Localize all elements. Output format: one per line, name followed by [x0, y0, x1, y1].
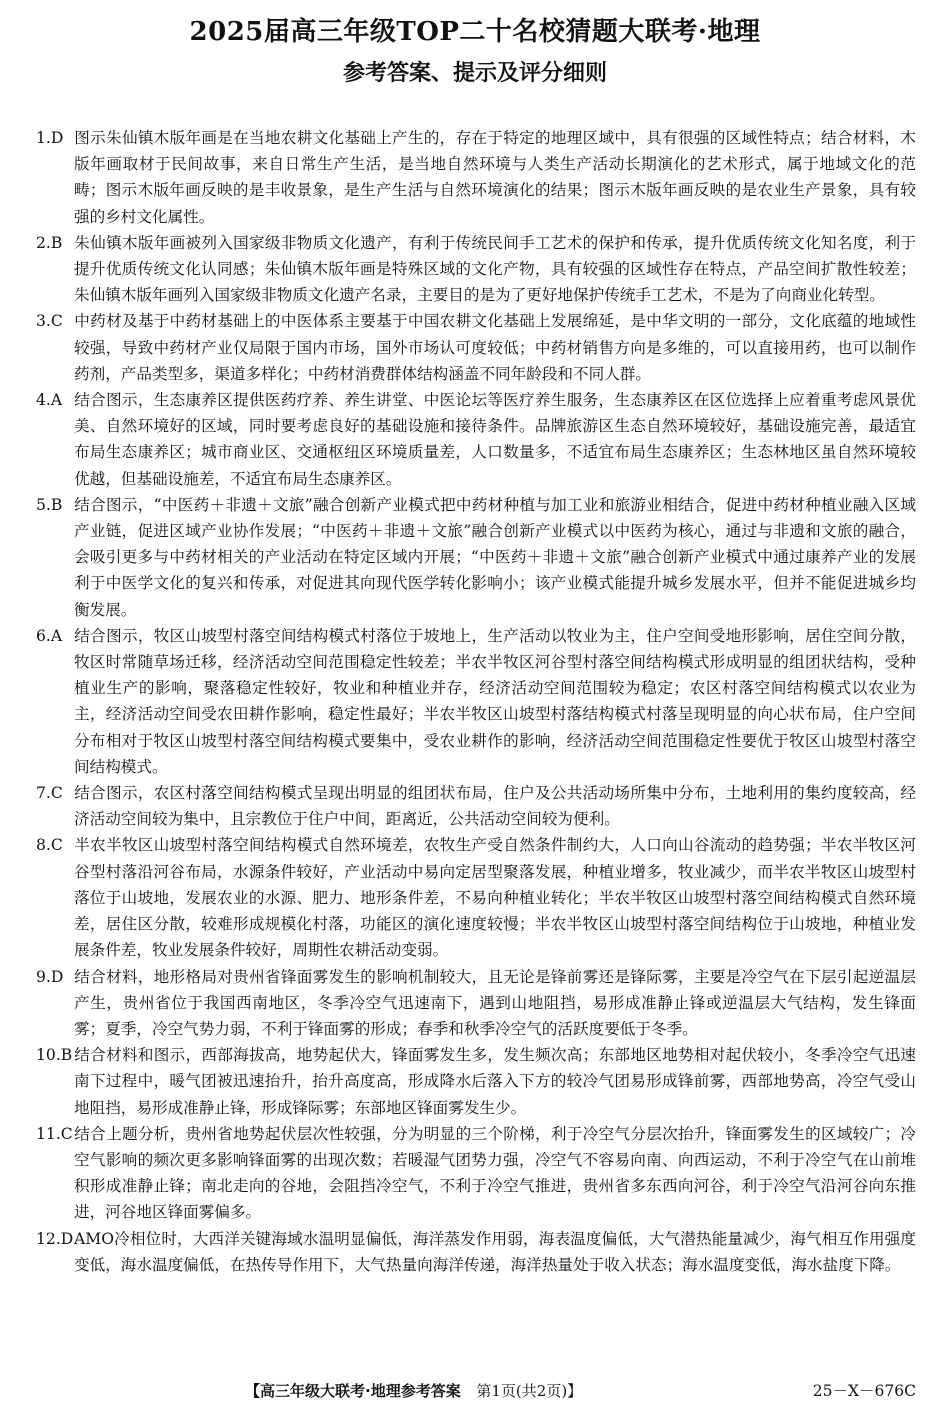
answer-explanation: 结合上题分析，贵州省地势起伏层次性较强，分为明显的三个阶梯，利于冷空气分层次抬升，锋面雾发生的区域较广；冷空气影响的频次更多影响锋面雾的出现次数；若暖湿气团势力强，冷空气不容易向南、向西运动，不利于冷空气在山前堆积形成准静止锋；南北走向的谷地，会阻挡冷空气，不利于冷空气推进，贵州省多东西向河谷，利于冷空气沿河谷向东推进，河谷地区锋面雾偏多。 [74, 1124, 916, 1222]
footer-label [245, 1378, 582, 1404]
answer-number: 3.C [36, 312, 63, 331]
answer-explanation: AMO冷相位时，大西洋关键海域水温明显偏低，海洋蒸发作用弱，海表温度偏低，大气潜热能量减少，海气相互作用强度变低，海水温度偏低，在热传导作用下，大气热量向海洋传递，海洋热量处于收入状态；海水温度变低，海水盐度下降。 [74, 1229, 916, 1274]
answer-item-2 [36, 230, 916, 309]
answer-number: 10.B [36, 1046, 73, 1065]
answer-number: 1.D [36, 129, 64, 147]
answer-item-11 [36, 1121, 916, 1226]
page-footer [0, 1378, 950, 1404]
page-subtitle: 参考答案、提示及评分细则 [342, 61, 607, 86]
answer-explanation: 中药材及基于中药材基础上的中医体系主要基于中国农耕文化基础上发展绵延，是中华文明的一部分，文化底蕴的地域性较强，导致中药材产业仅局限于国内市场，国外市场认可度较低；中药材销售方向是多维的，可以直接用药，也可以制作药剂，产品类型多，渠道多样化；中药材消费群体结构涵盖不同年龄段和不同人群。 [74, 312, 916, 383]
answer-explanation: 结合图示，牧区山坡型村落空间结构模式村落位于坡地上，生产活动以牧业为主，住户空间受地形影响，居住空间分散，牧区时常随草场迁移，经济活动空间范围稳定性较差；半农半牧区河谷型村落空间结构模式形成明显的组团状结构，受种植业生产的影响，聚落稳定性较好，牧业和种植业并存，经济活动空间范围较为稳定；农区村落空间结构模式以农业为主，经济活动空间受农田耕作影响，稳定性最好；半农半牧区山坡型村落结构模式村落呈现明显的向心状布局，住户空间分布相对于牧区山坡型村落空间结构模式要集中，受农业耕作的影响，经济活动空间范围稳定性要优于牧区山坡型村落空间结构模式。 [74, 626, 916, 776]
page-title: 2025届高三年级TOP二十名校猜题大联考·地理 [189, 17, 761, 47]
answer-explanation: 朱仙镇木版年画被列入国家级非物质文化遗产，有利于传统民间手工艺术的保护和传承，提升优质传统文化知名度，利于提升优质传统文化认同感；朱仙镇木版年画是特殊区域的文化产物，具有较强的区域性存在特点，产品空间扩散性较差；朱仙镇木版年画列入国家级非物质文化遗产名录，主要目的是为了更好地保护传统手工艺术，不是为了向商业化转型。 [74, 233, 916, 305]
answer-item-9 [36, 964, 916, 1043]
answer-list [36, 125, 916, 1278]
answer-explanation: 图示朱仙镇木版年画是在当地农耕文化基础上产生的，存在于特定的地理区域中，具有很强的区域性特点；结合材料，木版年画取材于民间故事，来自日常生产生活，是当地自然环境与人类生产活动长期演化的艺术形式，属于地域文化的范畴；图示木版年画反映的是丰收景象，是生产生活与自然环境演化的结果；图示木版年画反映的是农业生产景象，具有较强的乡村文化属性。 [74, 129, 916, 226]
answer-number: 4.A [36, 391, 63, 410]
answer-item-4 [36, 387, 916, 492]
answer-item-1 [36, 125, 916, 230]
answer-item-10 [36, 1042, 916, 1121]
answer-item-8 [36, 832, 916, 963]
answer-item-7 [36, 780, 916, 832]
answer-number: 7.C [36, 784, 63, 803]
answer-item-12 [36, 1226, 916, 1278]
answer-explanation: 结合图示，生态康养区提供医药疗养、养生讲堂、中医论坛等医疗养生服务，生态康养区在区位选择上应着重考虑风景优美、自然环境好的区域，同时要考虑良好的基础设施和接待条件。品牌旅游区生态自然环境较好，基础设施完善，最适宜布局生态康养区；城市商业区、交通枢纽区环境质量差，人口数量多，不适宜布局生态康养区；生态林地区虽自然环境较优越，但基础设施差，不适宜布局生态康养区。 [74, 391, 916, 488]
answer-item-3 [36, 308, 916, 387]
answer-number: 5.B [36, 495, 63, 514]
answer-explanation: 结合图示，“中医药＋非遗＋文旅”融合创新产业模式把中药材种植与加工业和旅游业相结合，促进中药材种植业融入区域产业链，促进区域产业协作发展；“中医药＋非遗＋文旅”融合创新产业模式以中医药为核心，通过与非遗和文旅的融合，会吸引更多与中药材相关的产业活动在特定区域内开展；“中医药＋非遗＋文旅”融合创新产业模式中通过康养产业的发展利于中医学文化的复兴和传承，对促进其向现代医学转化影响小；该产业模式能提升城乡发展水平，但并不能促进城乡均衡发展。 [74, 495, 916, 619]
answer-number: 9.D [36, 967, 64, 986]
footer-exam-code: 25－X－676C [812, 1382, 916, 1400]
answer-number: 11.C [36, 1124, 73, 1143]
answer-explanation: 半农半牧区山坡型村落空间结构模式自然环境差，农牧生产受自然条件制约大，人口向山谷流动的趋势强；半农半牧区河谷型村落沿河谷布局，水源条件较好，产业活动中易向定居型聚落发展，种植业增多，牧业减少，而半农半牧区山坡型村落位于山坡地，发展农业的水源、肥力、地形条件差，不易向种植业转化；半农半牧区山坡型村落空间结构模式自然环境差，居住区分散，较难形成规模化村落，功能区的演化速度较慢；半农半牧区山坡型村落空间结构位于山坡地，种植业发展条件差，牧业发展条件较好，周期性农耕活动变弱。 [74, 836, 916, 960]
footer-title: 【高三年级大联考·地理参考答案 [245, 1382, 461, 1400]
footer-page-number: 第1页(共2页)】 [476, 1382, 583, 1400]
answer-item-5 [36, 492, 916, 623]
answer-number: 2.B [36, 233, 63, 252]
answer-item-6 [36, 623, 916, 780]
answer-explanation: 结合图示，农区村落空间结构模式呈现出明显的组团状布局，住户及公共活动场所集中分布，土地利用的集约度较高，经济活动空间较为集中，且宗教位于住户中间，距离近，公共活动空间较为便利。 [74, 784, 916, 829]
answer-number: 6.A [36, 626, 63, 645]
answer-number: 12.D [36, 1229, 74, 1248]
answer-explanation: 结合材料，地形格局对贵州省锋面雾发生的影响机制较大，且无论是锋前雾还是锋际雾，主要是冷空气在下层引起逆温层产生，贵州省位于我国西南地区，冬季冷空气迅速南下，遇到山地阻挡，易形成准静止锋或逆温层大气结构，发生锋面雾；夏季，冷空气势力弱，不利于锋面雾的形成；春季和秋季冷空气的活跃度要低于冬季。 [74, 967, 916, 1038]
answer-number: 8.C [36, 836, 63, 855]
answer-explanation: 结合材料和图示，西部海拔高，地势起伏大，锋面雾发生多，发生频次高；东部地区地势相对起伏较小，冬季冷空气迅速南下过程中，暖气团被迅速抬升，抬升高度高，形成降水后落入下方的较冷气团易形成锋前雾，西部地势高，冷空气受山地阻挡，易形成准静止锋，形成锋际雾；东部地区锋面雾发生少。 [74, 1046, 916, 1117]
